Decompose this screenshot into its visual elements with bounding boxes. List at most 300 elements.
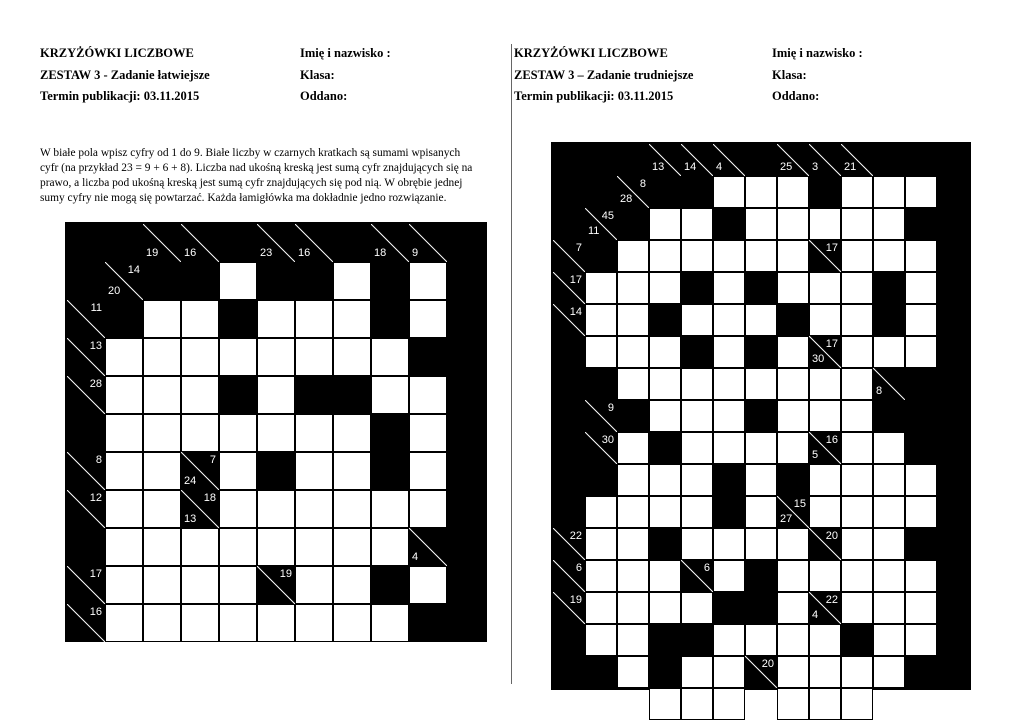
clue-cell	[553, 272, 585, 304]
answer-cell[interactable]	[809, 656, 841, 688]
answer-cell[interactable]	[143, 300, 181, 338]
answer-cell[interactable]	[219, 262, 257, 300]
answer-cell[interactable]	[649, 240, 681, 272]
answer-cell[interactable]	[409, 376, 447, 414]
clue-cell	[553, 528, 585, 560]
answer-cell[interactable]	[649, 592, 681, 624]
answer-cell[interactable]	[841, 368, 873, 400]
instruction-line: prawo, a liczba pod ukośną kreską jest sumą cyfr znajdujących się pod nią. W obrębie jednej	[40, 177, 463, 189]
right-name-label[interactable]: Imię i nazwisko :	[772, 46, 863, 60]
right-class-label[interactable]: Klasa:	[772, 68, 807, 82]
answer-cell[interactable]	[371, 604, 409, 642]
answer-cell[interactable]	[585, 272, 617, 304]
answer-cell[interactable]	[681, 592, 713, 624]
answer-cell[interactable]	[777, 688, 809, 720]
across-sum: 20	[825, 530, 838, 542]
answer-cell[interactable]	[777, 240, 809, 272]
answer-cell[interactable]	[617, 496, 649, 528]
answer-cell[interactable]	[371, 490, 409, 528]
clue-cell	[553, 592, 585, 624]
answer-cell[interactable]	[649, 464, 681, 496]
answer-cell[interactable]	[809, 208, 841, 240]
across-sum: 16	[89, 606, 102, 618]
clue-cell	[777, 144, 809, 176]
down-sum: 18	[374, 247, 387, 259]
down-sum: 30	[812, 353, 825, 365]
answer-cell[interactable]	[585, 336, 617, 368]
answer-cell[interactable]	[681, 240, 713, 272]
answer-cell[interactable]	[333, 490, 371, 528]
answer-cell[interactable]	[905, 304, 937, 336]
answer-cell[interactable]	[257, 338, 295, 376]
answer-cell[interactable]	[143, 376, 181, 414]
answer-cell[interactable]	[617, 240, 649, 272]
answer-cell[interactable]	[809, 464, 841, 496]
answer-cell[interactable]	[409, 262, 447, 300]
across-sum: 13	[89, 340, 102, 352]
instruction-line: cyfr (na przykład 23 = 9 + 6 + 8). Liczba nad ukośną kreską jest sumą cyfr znajdujących się na	[40, 162, 473, 174]
answer-cell[interactable]	[105, 604, 143, 642]
answer-cell[interactable]	[649, 400, 681, 432]
down-sum: 13	[652, 161, 665, 173]
answer-cell[interactable]	[617, 560, 649, 592]
answer-cell[interactable]	[105, 452, 143, 490]
clue-cell	[257, 224, 295, 262]
answer-cell[interactable]	[713, 432, 745, 464]
clue-cell	[681, 560, 713, 592]
answer-cell[interactable]	[905, 336, 937, 368]
clue-cell	[371, 224, 409, 262]
down-sum: 4	[716, 161, 723, 173]
across-sum: 19	[569, 594, 582, 606]
answer-cell[interactable]	[809, 560, 841, 592]
answer-cell[interactable]	[713, 400, 745, 432]
answer-cell[interactable]	[649, 272, 681, 304]
clue-cell	[681, 144, 713, 176]
answer-cell[interactable]	[257, 490, 295, 528]
across-sum: 6	[575, 562, 582, 574]
across-sum: 14	[569, 306, 582, 318]
answer-cell[interactable]	[809, 688, 841, 720]
across-sum: 18	[203, 492, 216, 504]
across-sum: 15	[793, 498, 806, 510]
clue-cell	[713, 144, 745, 176]
clue-cell	[67, 452, 105, 490]
down-sum: 9	[412, 247, 419, 259]
answer-cell[interactable]	[873, 592, 905, 624]
answer-cell[interactable]	[219, 452, 257, 490]
answer-cell[interactable]	[681, 496, 713, 528]
answer-cell[interactable]	[841, 272, 873, 304]
answer-cell[interactable]	[681, 656, 713, 688]
across-sum: 28	[89, 378, 102, 390]
across-sum: 17	[89, 568, 102, 580]
across-sum: 22	[569, 530, 582, 542]
answer-cell[interactable]	[681, 688, 713, 720]
down-sum: 8	[876, 385, 883, 397]
answer-cell[interactable]	[873, 464, 905, 496]
answer-cell[interactable]	[777, 272, 809, 304]
answer-cell[interactable]	[905, 240, 937, 272]
answer-cell[interactable]	[777, 400, 809, 432]
answer-cell[interactable]	[905, 272, 937, 304]
answer-cell[interactable]	[143, 566, 181, 604]
left-set: ZESTAW 3 - Zadanie łatwiejsze	[40, 68, 210, 82]
answer-cell[interactable]	[181, 376, 219, 414]
clue-cell	[809, 528, 841, 560]
answer-cell[interactable]	[105, 376, 143, 414]
across-sum: 16	[825, 434, 838, 446]
down-sum: 20	[108, 285, 121, 297]
answer-cell[interactable]	[777, 336, 809, 368]
answer-cell[interactable]	[809, 272, 841, 304]
answer-cell[interactable]	[181, 414, 219, 452]
answer-cell[interactable]	[105, 528, 143, 566]
answer-cell[interactable]	[143, 490, 181, 528]
clue-cell	[67, 604, 105, 642]
answer-cell[interactable]	[219, 604, 257, 642]
answer-cell[interactable]	[713, 336, 745, 368]
answer-cell[interactable]	[745, 208, 777, 240]
clue-cell	[553, 304, 585, 336]
answer-cell[interactable]	[841, 432, 873, 464]
answer-cell[interactable]	[181, 528, 219, 566]
answer-cell[interactable]	[105, 414, 143, 452]
answer-cell[interactable]	[809, 304, 841, 336]
clue-cell	[67, 566, 105, 604]
right-set: ZESTAW 3 – Zadanie trudniejsze	[514, 68, 694, 82]
answer-cell[interactable]	[409, 452, 447, 490]
across-sum: 19	[279, 568, 292, 580]
clue-cell	[409, 528, 447, 566]
across-sum: 8	[95, 454, 102, 466]
answer-cell[interactable]	[841, 464, 873, 496]
answer-cell[interactable]	[809, 400, 841, 432]
answer-cell[interactable]	[873, 560, 905, 592]
answer-cell[interactable]	[777, 368, 809, 400]
answer-cell[interactable]	[777, 528, 809, 560]
instruction-line: sumy cyfry nie mogą się powtarzać. Każda łamigłówka ma dokładnie jedno rozwiązanie.	[40, 192, 447, 204]
answer-cell[interactable]	[713, 176, 745, 208]
answer-cell[interactable]	[681, 368, 713, 400]
answer-cell[interactable]	[105, 566, 143, 604]
answer-cell[interactable]	[681, 304, 713, 336]
answer-cell[interactable]	[905, 464, 937, 496]
answer-cell[interactable]	[745, 528, 777, 560]
answer-cell[interactable]	[777, 432, 809, 464]
answer-cell[interactable]	[873, 240, 905, 272]
answer-cell[interactable]	[617, 368, 649, 400]
answer-cell[interactable]	[105, 338, 143, 376]
answer-cell[interactable]	[873, 496, 905, 528]
answer-cell[interactable]	[333, 604, 371, 642]
clue-cell	[809, 592, 841, 624]
answer-cell[interactable]	[745, 240, 777, 272]
clue-cell	[809, 144, 841, 176]
down-sum: 13	[184, 513, 197, 525]
page-divider	[511, 44, 512, 684]
answer-cell[interactable]	[713, 656, 745, 688]
kakuro-grid-hard	[551, 142, 971, 690]
answer-cell[interactable]	[745, 432, 777, 464]
answer-cell[interactable]	[841, 176, 873, 208]
clue-cell	[409, 224, 447, 262]
instructions	[40, 146, 510, 206]
clue-cell	[585, 400, 617, 432]
answer-cell[interactable]	[585, 592, 617, 624]
down-sum: 27	[780, 513, 793, 525]
answer-cell[interactable]	[873, 624, 905, 656]
clue-cell	[67, 300, 105, 338]
answer-cell[interactable]	[777, 656, 809, 688]
answer-cell[interactable]	[745, 464, 777, 496]
answer-cell[interactable]	[333, 528, 371, 566]
answer-cell[interactable]	[333, 262, 371, 300]
answer-cell[interactable]	[649, 368, 681, 400]
clue-cell	[809, 336, 841, 368]
answer-cell[interactable]	[585, 496, 617, 528]
down-sum: 21	[844, 161, 857, 173]
answer-cell[interactable]	[257, 300, 295, 338]
answer-cell[interactable]	[873, 336, 905, 368]
down-sum: 4	[812, 609, 819, 621]
answer-cell[interactable]	[219, 528, 257, 566]
answer-cell[interactable]	[333, 452, 371, 490]
answer-cell[interactable]	[873, 528, 905, 560]
across-sum: 14	[127, 264, 140, 276]
down-sum: 23	[260, 247, 273, 259]
answer-cell[interactable]	[905, 624, 937, 656]
answer-cell[interactable]	[681, 208, 713, 240]
answer-cell[interactable]	[409, 300, 447, 338]
answer-cell[interactable]	[777, 592, 809, 624]
across-sum: 20	[761, 658, 774, 670]
answer-cell[interactable]	[371, 528, 409, 566]
answer-cell[interactable]	[681, 400, 713, 432]
right-title: KRZYŻÓWKI LICZBOWE	[514, 46, 668, 60]
answer-cell[interactable]	[841, 208, 873, 240]
answer-cell[interactable]	[649, 560, 681, 592]
answer-cell[interactable]	[295, 604, 333, 642]
answer-cell[interactable]	[371, 376, 409, 414]
answer-cell[interactable]	[745, 304, 777, 336]
answer-cell[interactable]	[333, 414, 371, 452]
left-submitted-label[interactable]: Oddano:	[300, 89, 348, 103]
answer-cell[interactable]	[841, 336, 873, 368]
clue-cell	[617, 176, 649, 208]
answer-cell[interactable]	[713, 560, 745, 592]
down-sum: 19	[146, 247, 159, 259]
down-sum: 16	[184, 247, 197, 259]
answer-cell[interactable]	[745, 624, 777, 656]
down-sum: 24	[184, 475, 197, 487]
answer-cell[interactable]	[841, 656, 873, 688]
answer-cell[interactable]	[777, 208, 809, 240]
answer-cell[interactable]	[649, 688, 681, 720]
answer-cell[interactable]	[257, 376, 295, 414]
answer-cell[interactable]	[745, 496, 777, 528]
answer-cell[interactable]	[143, 604, 181, 642]
answer-cell[interactable]	[841, 560, 873, 592]
clue-cell	[67, 490, 105, 528]
answer-cell[interactable]	[617, 592, 649, 624]
clue-cell	[585, 432, 617, 464]
answer-cell[interactable]	[257, 528, 295, 566]
answer-cell[interactable]	[681, 528, 713, 560]
answer-cell[interactable]	[841, 304, 873, 336]
answer-cell[interactable]	[143, 338, 181, 376]
answer-cell[interactable]	[181, 300, 219, 338]
left-date: Termin publikacji: 03.11.2015	[40, 89, 200, 103]
answer-cell[interactable]	[333, 338, 371, 376]
answer-cell[interactable]	[333, 300, 371, 338]
answer-cell[interactable]	[713, 240, 745, 272]
right-submitted-label[interactable]: Oddano:	[772, 89, 820, 103]
answer-cell[interactable]	[905, 176, 937, 208]
answer-cell[interactable]	[409, 490, 447, 528]
answer-cell[interactable]	[219, 414, 257, 452]
answer-cell[interactable]	[873, 432, 905, 464]
across-sum: 17	[825, 338, 838, 350]
across-sum: 7	[575, 242, 582, 254]
answer-cell[interactable]	[409, 566, 447, 604]
clue-cell	[295, 224, 333, 262]
across-sum: 12	[89, 492, 102, 504]
answer-cell[interactable]	[617, 432, 649, 464]
answer-cell[interactable]	[181, 566, 219, 604]
down-sum: 11	[588, 225, 600, 237]
clue-cell	[181, 224, 219, 262]
answer-cell[interactable]	[219, 338, 257, 376]
right-date: Termin publikacji: 03.11.2015	[514, 89, 674, 103]
answer-cell[interactable]	[873, 656, 905, 688]
answer-cell[interactable]	[649, 496, 681, 528]
answer-cell[interactable]	[585, 304, 617, 336]
across-sum: 11	[90, 302, 102, 314]
answer-cell[interactable]	[219, 490, 257, 528]
answer-cell[interactable]	[809, 368, 841, 400]
answer-cell[interactable]	[617, 304, 649, 336]
answer-cell[interactable]	[649, 336, 681, 368]
clue-cell	[143, 224, 181, 262]
answer-cell[interactable]	[777, 560, 809, 592]
across-sum: 8	[639, 178, 646, 190]
answer-cell[interactable]	[681, 464, 713, 496]
answer-cell[interactable]	[295, 490, 333, 528]
answer-cell[interactable]	[841, 240, 873, 272]
left-title: KRZYŻÓWKI LICZBOWE	[40, 46, 194, 60]
answer-cell[interactable]	[681, 432, 713, 464]
answer-cell[interactable]	[617, 464, 649, 496]
answer-cell[interactable]	[295, 528, 333, 566]
answer-cell[interactable]	[617, 656, 649, 688]
across-sum: 6	[703, 562, 710, 574]
clue-cell	[777, 496, 809, 528]
answer-cell[interactable]	[809, 496, 841, 528]
answer-cell[interactable]	[295, 338, 333, 376]
left-name-label[interactable]: Imię i nazwisko :	[300, 46, 391, 60]
answer-cell[interactable]	[841, 528, 873, 560]
clue-cell	[67, 376, 105, 414]
answer-cell[interactable]	[873, 208, 905, 240]
answer-cell[interactable]	[713, 304, 745, 336]
answer-cell[interactable]	[585, 560, 617, 592]
answer-cell[interactable]	[745, 176, 777, 208]
across-sum: 17	[569, 274, 582, 286]
answer-cell[interactable]	[257, 604, 295, 642]
instruction-line: W białe pola wpisz cyfry od 1 do 9. Białe liczby w czarnych kratkach są sumami wpisanych	[40, 147, 461, 159]
across-sum: 9	[607, 402, 614, 414]
answer-cell[interactable]	[105, 490, 143, 528]
answer-cell[interactable]	[585, 624, 617, 656]
down-sum: 25	[780, 161, 793, 173]
answer-cell[interactable]	[181, 604, 219, 642]
answer-cell[interactable]	[409, 414, 447, 452]
answer-cell[interactable]	[219, 566, 257, 604]
clue-cell	[67, 338, 105, 376]
answer-cell[interactable]	[713, 272, 745, 304]
answer-cell[interactable]	[713, 528, 745, 560]
down-sum: 3	[812, 161, 819, 173]
answer-cell[interactable]	[181, 338, 219, 376]
down-sum: 28	[620, 193, 633, 205]
answer-cell[interactable]	[295, 566, 333, 604]
answer-cell[interactable]	[905, 560, 937, 592]
answer-cell[interactable]	[649, 208, 681, 240]
answer-cell[interactable]	[777, 176, 809, 208]
down-sum: 4	[412, 551, 419, 563]
answer-cell[interactable]	[257, 414, 295, 452]
answer-cell[interactable]	[371, 338, 409, 376]
answer-cell[interactable]	[905, 496, 937, 528]
left-class-label[interactable]: Klasa:	[300, 68, 335, 82]
answer-cell[interactable]	[809, 624, 841, 656]
answer-cell[interactable]	[295, 452, 333, 490]
across-sum: 7	[209, 454, 216, 466]
answer-cell[interactable]	[617, 272, 649, 304]
answer-cell[interactable]	[143, 452, 181, 490]
answer-cell[interactable]	[873, 176, 905, 208]
answer-cell[interactable]	[333, 566, 371, 604]
clue-cell	[105, 262, 143, 300]
clue-cell	[181, 490, 219, 528]
answer-cell[interactable]	[143, 414, 181, 452]
answer-cell[interactable]	[905, 592, 937, 624]
kakuro-grid-easy	[65, 222, 487, 642]
answer-cell[interactable]	[841, 688, 873, 720]
answer-cell[interactable]	[143, 528, 181, 566]
answer-cell[interactable]	[617, 336, 649, 368]
answer-cell[interactable]	[841, 592, 873, 624]
answer-cell[interactable]	[585, 528, 617, 560]
clue-cell	[649, 144, 681, 176]
answer-cell[interactable]	[777, 624, 809, 656]
answer-cell[interactable]	[713, 688, 745, 720]
answer-cell[interactable]	[295, 414, 333, 452]
answer-cell[interactable]	[617, 528, 649, 560]
answer-cell[interactable]	[295, 300, 333, 338]
answer-cell[interactable]	[841, 400, 873, 432]
across-sum: 30	[601, 434, 614, 446]
answer-cell[interactable]	[617, 624, 649, 656]
clue-cell	[873, 368, 905, 400]
answer-cell[interactable]	[745, 368, 777, 400]
answer-cell[interactable]	[713, 624, 745, 656]
answer-cell[interactable]	[713, 368, 745, 400]
clue-cell	[257, 566, 295, 604]
clue-cell	[809, 432, 841, 464]
answer-cell[interactable]	[841, 496, 873, 528]
